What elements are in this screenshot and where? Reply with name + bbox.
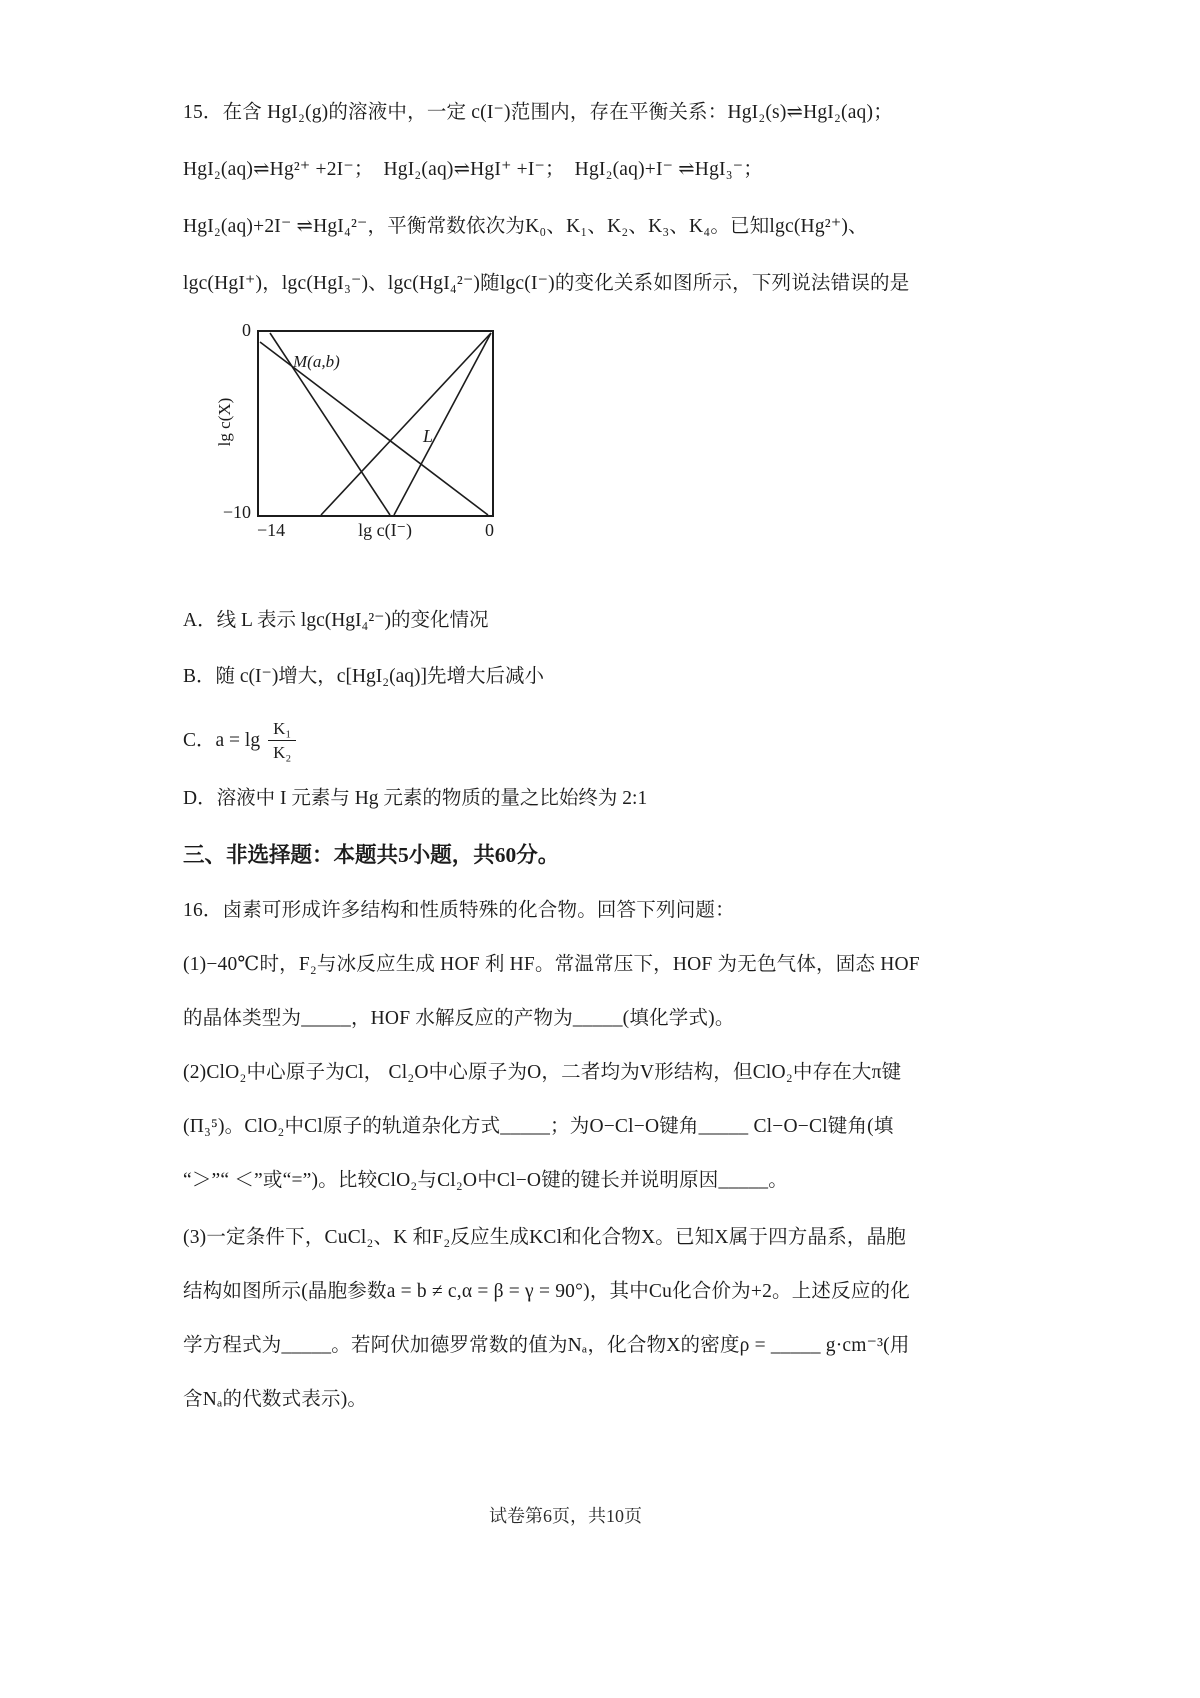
- x-axis-tick-right: 0: [484, 520, 494, 540]
- page-content: [183, 98, 955, 1442]
- q16-part-3: [183, 1223, 955, 1415]
- curve-hgi4-line-l: [394, 333, 491, 515]
- curve-hgi3: [321, 333, 491, 515]
- q15-line-2: HgI₂(aq)⇌Hg²⁺ +2I⁻； HgI₂(aq)⇌HgI⁺ +I⁻； HgI₂(aq)+I⁻ ⇌HgI₃⁻；: [183, 159, 763, 180]
- x-axis-row: [257, 520, 494, 541]
- option-b: B．随 c(I⁻)增大，c[HgI₂(aq)]先增大后减小: [183, 666, 544, 687]
- q16-part3-line-3: 学方程式为_____。若阿伏加德罗常数的值为Nₐ，化合物X的密度ρ = _____ g·cm⁻³(用: [183, 1334, 910, 1356]
- fraction-numerator: K₁: [268, 718, 296, 741]
- x-axis-label: lg c(I⁻): [358, 520, 413, 540]
- equilibrium-graph: [195, 320, 525, 564]
- y-axis-tick-top: 0: [242, 320, 251, 340]
- q15-line-3: HgI₂(aq)+2I⁻ ⇌HgI₄²⁻，平衡常数依次为K₀、K₁、K₂、K₃、K₄。已知lgc(Hg²⁺)、: [183, 216, 868, 237]
- question-15-stem: [183, 98, 955, 299]
- section-3-heading: 三、非选择题：本题共5小题，共60分。: [183, 842, 560, 867]
- q16-part2-line-1: (2)ClO₂中心原子为Cl， Cl₂O中心原子为O，二者均为V形结构，但ClO₂中存在大π键: [183, 1061, 902, 1083]
- q16-part-1: [183, 950, 955, 1034]
- x-axis-tick-left: −14: [257, 520, 286, 540]
- option-a: A．线 L 表示 lgc(HgI₄²⁻)的变化情况: [183, 610, 489, 631]
- q16-part2-line-2: (Π₃⁵)。ClO₂中Cl原子的轨道杂化方式_____；为O−Cl−O键角_____ Cl−O−Cl键角(填: [183, 1115, 894, 1137]
- option-c-expression: a = lg: [215, 729, 261, 751]
- option-d: D．溶液中 I 元素与 Hg 元素的物质的量之比始终为 2:1: [183, 787, 648, 809]
- q16-part1-line-1: (1)−40℃时，F₂与冰反应生成 HOF 利 HF。常温常压下，HOF 为无色气体，固态 HOF: [183, 953, 920, 975]
- option-c-label: C．: [183, 729, 216, 751]
- option-c-fraction: [268, 718, 296, 764]
- fraction-denominator: K₂: [273, 743, 292, 763]
- q16-part3-line-2: 结构如图所示(晶胞参数a = b ≠ c,α = β = γ = 90°)，其中Cu化合价为+2。上述反应的化: [183, 1280, 910, 1302]
- q15-line-1: 15．在含 HgI₂(g)的溶液中，一定 c(I⁻)范围内，存在平衡关系：HgI₂(s)⇌HgI₂(aq)；: [183, 102, 893, 123]
- q16-part1-line-2: 的晶体类型为_____，HOF 水解反应的产物为_____(填化学式)。: [183, 1007, 735, 1029]
- y-axis-label: lg c(X): [215, 397, 234, 447]
- q16-part2-line-3: “＞”“ ＜”或“=”)。比较ClO₂与Cl₂O中Cl−O键的键长并说明原因_____。: [183, 1169, 788, 1191]
- question-16: [183, 896, 955, 1415]
- point-m-label: M(a,b): [293, 352, 340, 371]
- option-c: [183, 718, 955, 764]
- line-l-label: L: [423, 426, 434, 446]
- q16-intro: 16．卤素可形成许多结构和性质特殊的化合物。回答下列问题：: [183, 899, 735, 921]
- question-15-options: [183, 606, 955, 814]
- q15-line-4: lgc(HgI⁺)，lgc(HgI₃⁻)、lgc(HgI₄²⁻)随lgc(I⁻)的变化关系如图所示，下列说法错误的是: [183, 273, 910, 294]
- y-axis-tick-bottom: −10: [222, 502, 251, 522]
- q16-part3-line-1: (3)一定条件下，CuCl₂、K 和F₂反应生成KCl和化合物X。已知X属于四方晶系，晶胞: [183, 1226, 906, 1248]
- q16-part-2: [183, 1058, 955, 1196]
- page-footer: 试卷第6页，共10页: [489, 1506, 642, 1526]
- q16-part3-line-4: 含Nₐ的代数式表示)。: [183, 1388, 368, 1410]
